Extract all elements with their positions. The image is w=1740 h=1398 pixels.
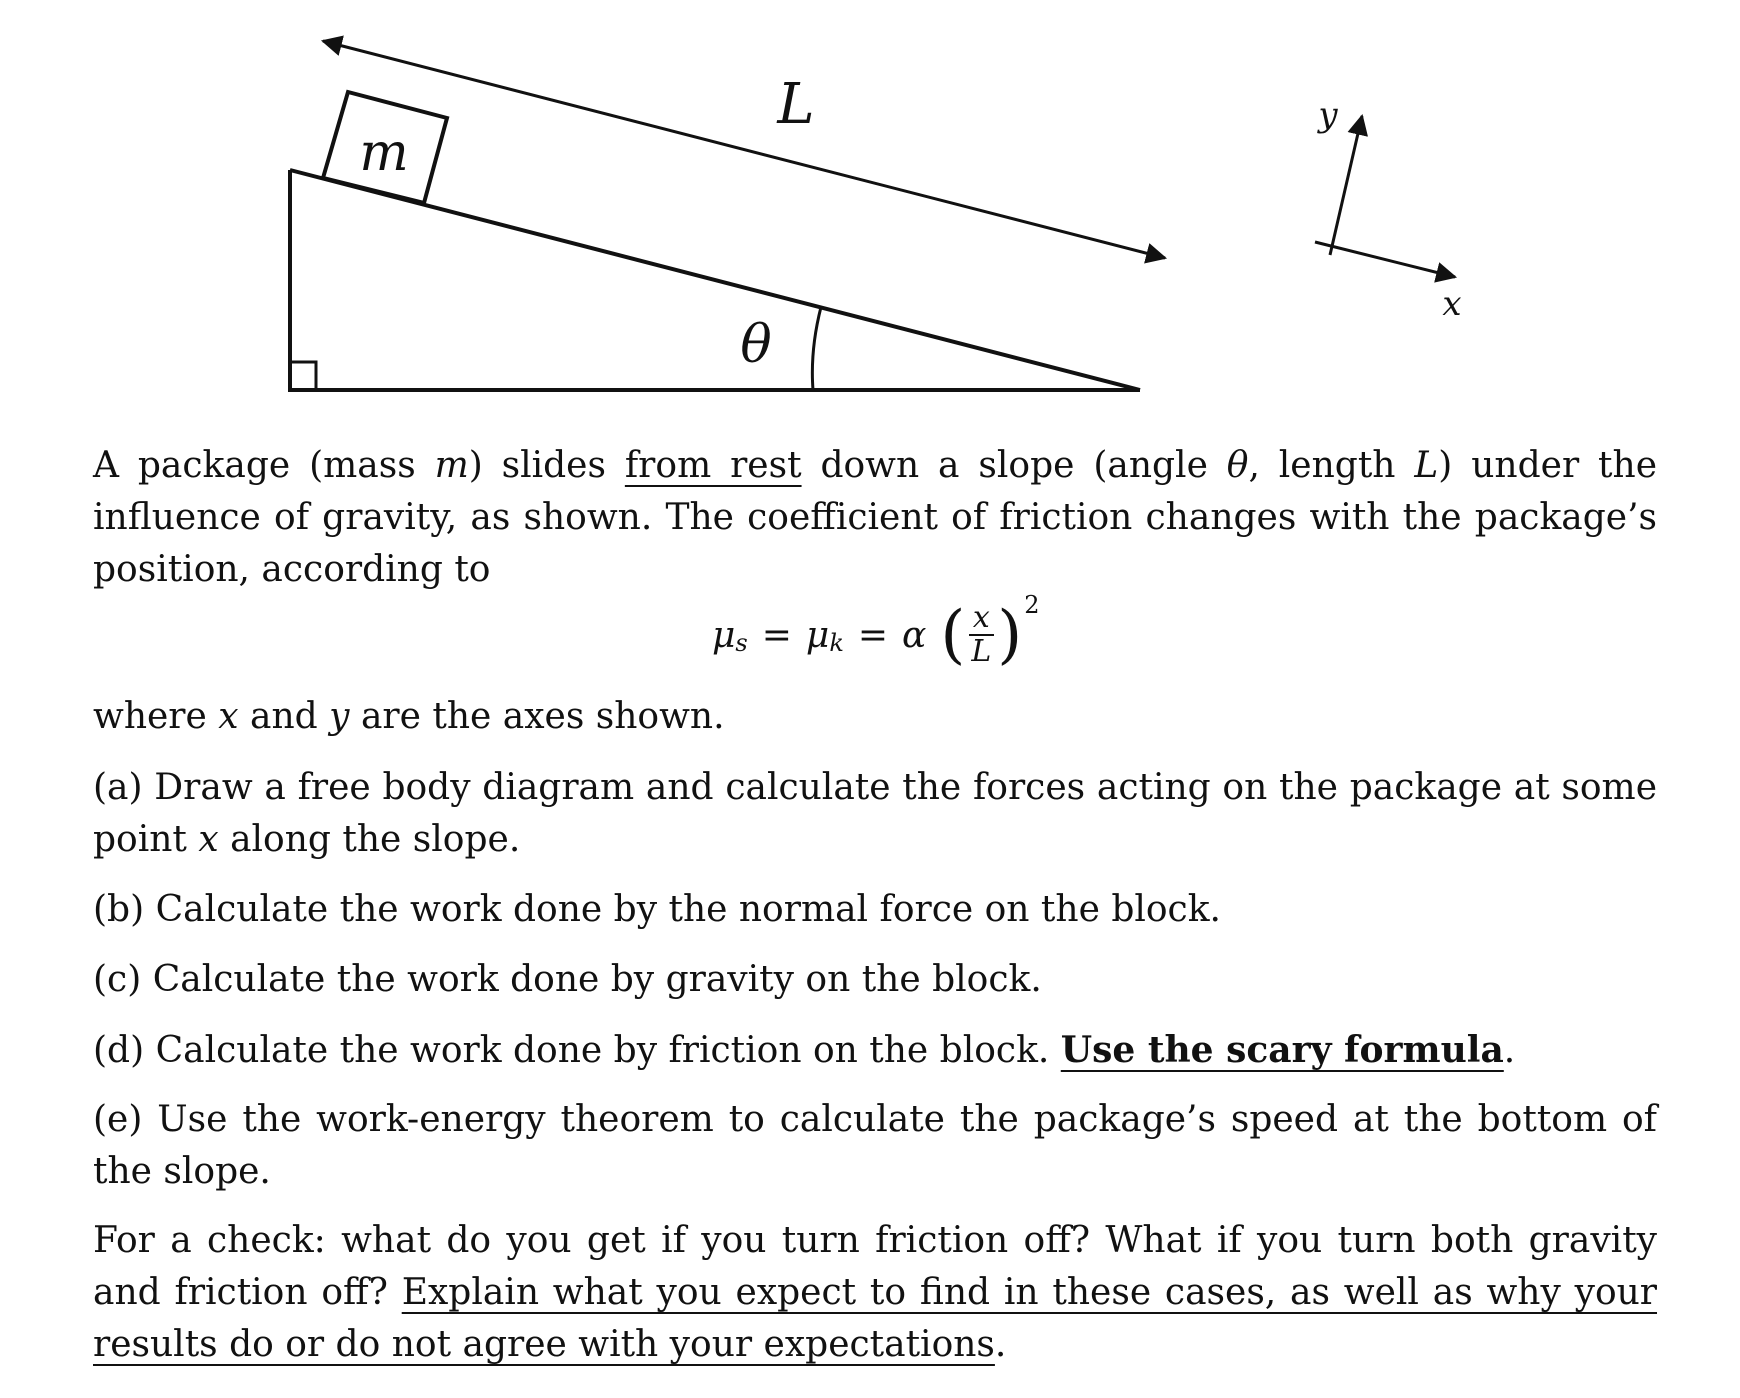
axes	[1315, 116, 1455, 277]
length-arrow	[323, 41, 1165, 258]
question-b: (b) Calculate the work done by the normal force on the block.	[93, 889, 1221, 930]
angle-label: θ	[740, 315, 772, 375]
question-a: (a) Draw a free body diagram and calculate the forces acting on the package at some point x along the slope.	[93, 767, 1657, 860]
y-axis-label: y	[1318, 95, 1338, 135]
intro-paragraph: A package (mass m) slides from rest down a slope (angle θ, length L) under the influence of gravity, as shown. The coefficient of friction changes with the package’s position, according to	[93, 445, 1658, 590]
scary-formula-emphasis: Use the scary formula	[1060, 1029, 1504, 1071]
axes-note: where x and y are the axes shown.	[93, 696, 725, 737]
length-label: L	[777, 72, 815, 137]
angle-arc	[812, 307, 821, 390]
question-d: (d) Calculate the work done by friction on the block. Use the scary formula.	[93, 1029, 1516, 1071]
mass-label: m	[359, 123, 409, 183]
right-angle-marker	[290, 362, 316, 390]
friction-equation: μ s = μ k = α ( $\frac{x}{L}$ ) 2	[712, 591, 1040, 672]
x-over-L-fraction: $\frac{x}{L}$	[967, 602, 995, 668]
question-e: (e) Use the work-energy theorem to calculate the package’s speed at the bottom of the slope.	[93, 1099, 1657, 1192]
question-c: (c) Calculate the work done by gravity on the block.	[93, 959, 1042, 1000]
x-axis	[1315, 242, 1455, 277]
y-axis	[1330, 116, 1362, 255]
x-axis-label: x	[1442, 284, 1462, 324]
check-paragraph: For a check: what do you get if you turn friction off? What if you turn both gravity and friction off? Explain what you expect to find in these cases, as well as why your results do or do not agree with your expectations.	[93, 1220, 1658, 1365]
incline-diagram	[0, 0, 1740, 420]
explain-underlined: Explain what you expect to find in these cases, as well as why your results do or do not agree with your expectations	[93, 1272, 1658, 1365]
from-rest-underlined: from rest	[624, 445, 802, 486]
